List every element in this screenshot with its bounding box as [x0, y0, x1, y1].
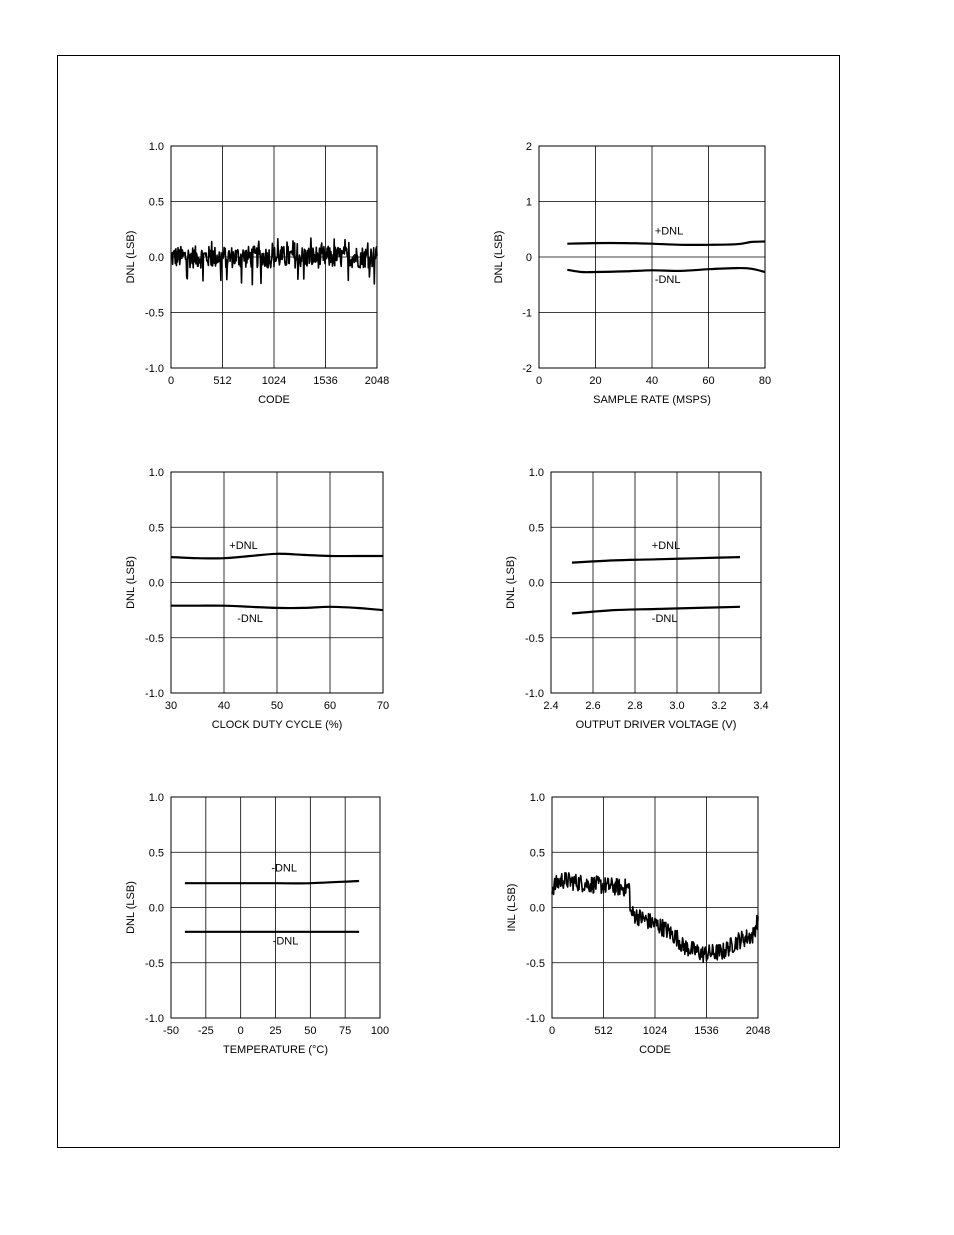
- x-axis-label: CLOCK DUTY CYCLE (%): [211, 719, 343, 731]
- series-annotation: -DNL: [654, 274, 681, 287]
- y-tick-label: -1.0: [145, 688, 164, 700]
- series-annotation: +DNL: [229, 539, 258, 552]
- x-axis-label: OUTPUT DRIVER VOLTAGE (V): [575, 719, 737, 731]
- y-tick-label: -1.0: [525, 688, 544, 700]
- chart-panel-5: [125, 792, 389, 1056]
- x-tick-label: 75: [339, 1025, 352, 1037]
- chart-panel-2: [493, 141, 771, 406]
- y-tick-label: 1.0: [528, 467, 544, 479]
- x-tick-label: 2.8: [627, 700, 643, 712]
- x-tick-label: 2.6: [585, 700, 601, 712]
- x-tick-label: 60: [323, 700, 337, 712]
- x-tick-label: 2048: [364, 375, 390, 387]
- y-tick-label: 1.0: [148, 792, 164, 804]
- y-axis-label: DNL (LSB): [125, 556, 137, 609]
- y-tick-label: -0.5: [526, 957, 545, 970]
- y-tick-label: -1: [522, 307, 532, 320]
- y-tick-label: 0.5: [148, 522, 164, 535]
- x-tick-label: 25: [269, 1025, 282, 1037]
- y-tick-label: 0.0: [148, 577, 164, 590]
- x-axis-label: SAMPLE RATE (MSPS): [593, 394, 711, 406]
- y-axis-label: DNL (LSB): [505, 556, 517, 609]
- series-line-minus-dnl: [567, 268, 765, 272]
- y-axis-label: DNL (LSB): [125, 881, 137, 934]
- chart-panel-6: [506, 792, 770, 1056]
- x-tick-label: 40: [217, 700, 231, 712]
- chart-panel-1: [125, 141, 389, 406]
- y-axis-label: INL (LSB): [506, 883, 518, 932]
- series-annotation: -DNL: [271, 862, 297, 875]
- x-tick-label: 512: [213, 375, 232, 387]
- y-tick-label: 0.0: [148, 252, 164, 264]
- x-tick-label: 0: [237, 1025, 244, 1037]
- x-tick-label: 1024: [261, 375, 287, 387]
- series-line-plus-dnl: [572, 557, 740, 563]
- x-tick-label: 0: [535, 375, 543, 387]
- chart-panel-3: [125, 467, 389, 731]
- x-tick-label: -50: [163, 1025, 179, 1037]
- y-tick-label: 0.0: [529, 902, 545, 915]
- x-tick-label: 1536: [313, 375, 338, 387]
- x-axis-label: CODE: [258, 394, 290, 406]
- x-tick-label: 0: [548, 1025, 556, 1037]
- y-tick-label: 0: [525, 252, 532, 264]
- x-axis-label: TEMPERATURE (°C): [222, 1044, 329, 1056]
- x-axis-label: CODE: [639, 1044, 671, 1056]
- y-axis-label: DNL (LSB): [125, 230, 137, 284]
- x-tick-label: 40: [645, 375, 659, 387]
- chart-panel-4: [505, 467, 769, 731]
- x-tick-label: 2048: [745, 1025, 771, 1037]
- y-tick-label: 0.0: [148, 902, 164, 915]
- y-tick-label: 0.0: [528, 577, 544, 590]
- x-tick-label: 3.2: [711, 700, 727, 712]
- y-tick-label: -1.0: [145, 363, 164, 375]
- x-tick-label: 30: [164, 700, 178, 712]
- y-tick-label: -0.5: [145, 307, 164, 320]
- series-line-plus-dnl: [185, 881, 359, 883]
- y-tick-label: 1.0: [148, 141, 164, 153]
- series-line-plus-dnl: [567, 242, 765, 245]
- x-tick-label: -25: [197, 1025, 214, 1037]
- y-tick-label: 1.0: [148, 467, 164, 479]
- x-tick-label: 50: [270, 700, 284, 712]
- x-tick-label: 2.4: [543, 700, 559, 712]
- x-tick-label: 20: [589, 375, 602, 387]
- series-annotation: -DNL: [237, 612, 263, 625]
- y-tick-label: 2: [525, 141, 532, 153]
- y-tick-label: -0.5: [525, 632, 544, 645]
- y-tick-label: 1: [525, 196, 532, 209]
- x-tick-label: 70: [376, 700, 390, 712]
- x-tick-label: 1536: [694, 1025, 719, 1037]
- series-annotation: +DNL: [654, 225, 684, 238]
- y-tick-label: -2: [522, 363, 532, 375]
- y-tick-label: -0.5: [145, 632, 164, 645]
- y-tick-label: -1.0: [145, 1013, 164, 1025]
- y-tick-label: -1.0: [526, 1013, 545, 1025]
- x-tick-label: 1024: [642, 1025, 668, 1037]
- x-tick-label: 3.4: [753, 700, 769, 712]
- y-tick-label: 0.5: [148, 847, 164, 860]
- x-tick-label: 512: [594, 1025, 613, 1037]
- x-tick-label: 3.0: [669, 700, 685, 712]
- series-annotation: -DNL: [272, 935, 299, 948]
- series-annotation: -DNL: [651, 612, 678, 625]
- y-axis-label: DNL (LSB): [493, 230, 505, 284]
- x-tick-label: 100: [370, 1025, 390, 1037]
- y-tick-label: -0.5: [145, 957, 164, 970]
- y-tick-label: 0.5: [529, 847, 545, 860]
- x-tick-label: 50: [304, 1025, 317, 1037]
- y-tick-label: 0.5: [148, 196, 164, 209]
- x-tick-label: 60: [702, 375, 715, 387]
- y-tick-label: 0.5: [528, 522, 544, 535]
- series-annotation: +DNL: [651, 539, 681, 552]
- y-tick-label: 1.0: [529, 792, 545, 804]
- x-tick-label: 80: [758, 375, 772, 387]
- x-tick-label: 0: [167, 375, 175, 387]
